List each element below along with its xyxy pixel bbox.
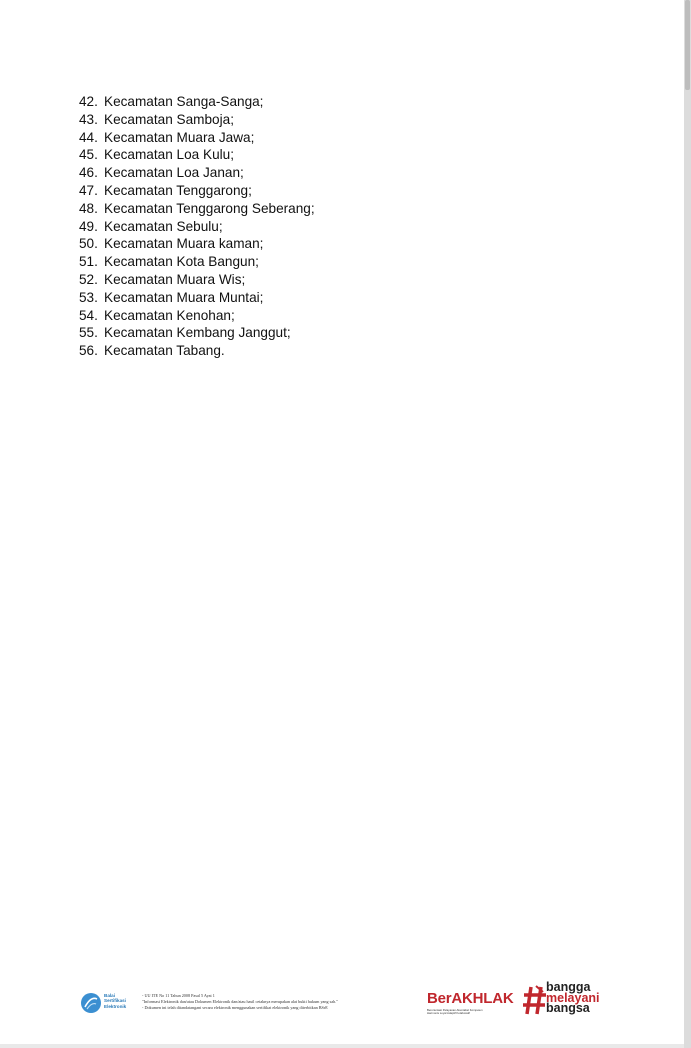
list-item-number: 46. <box>79 165 98 181</box>
list-item-text: Kecamatan Kenohan; <box>104 307 235 323</box>
list-item-number: 44. <box>79 129 98 145</box>
tagline-bangga: bangga <box>546 980 591 994</box>
list-item <box>79 218 315 236</box>
berakhlak-subtitle <box>427 1009 522 1016</box>
list-item <box>79 129 315 147</box>
list-item-text: Kecamatan Kembang Janggut; <box>104 325 291 341</box>
list-item-text: Kecamatan Loa Janan; <box>104 165 244 181</box>
disclaimer-line2: "Informasi Elektronik dan/atau Dokumen Elektronik dan/atau hasil cetaknya merupakan alat bukti hukum yang sah." <box>142 999 338 1004</box>
bsre-line3: Elektronik <box>104 1003 127 1009</box>
list-item-text: Kecamatan Tenggarong Seberang; <box>104 200 315 216</box>
list-item-text: Kecamatan Muara kaman; <box>104 236 264 252</box>
vertical-scrollbar[interactable] <box>684 0 691 1048</box>
berakhlak-logo <box>425 982 625 1022</box>
scrollbar-thumb[interactable] <box>685 0 690 90</box>
list-item <box>79 271 315 289</box>
list-item-text: Kecamatan Muara Jawa; <box>104 129 255 145</box>
list-item-number: 51. <box>79 254 98 270</box>
list-item-number: 48. <box>79 200 98 216</box>
list-item <box>79 200 315 218</box>
bsre-line1: Balai <box>104 993 115 998</box>
list-item-number: 56. <box>79 343 98 359</box>
kecamatan-list <box>79 93 315 360</box>
hashtag-icon <box>522 984 548 1016</box>
list-item-number: 52. <box>79 271 98 287</box>
berakhlak-sub1: Berorientasi Pelayanan Akuntabel Kompeten <box>427 1008 483 1012</box>
list-item-text: Kecamatan Tenggarong; <box>104 182 252 198</box>
list-item-number: 54. <box>79 307 98 323</box>
list-item <box>79 253 315 271</box>
bsre-logo-icon <box>80 992 102 1014</box>
list-item <box>79 324 315 342</box>
berakhlak-sub2: Harmonis Loyal Adaptif Kolaboratif <box>427 1011 470 1016</box>
list-item-text: Kecamatan Muara Muntai; <box>104 289 264 305</box>
disclaimer-line1: - UU ITE No 11 Tahun 2008 Pasal 5 Ayat 1 <box>142 993 215 998</box>
list-item-text: Kecamatan Tabang. <box>104 343 225 359</box>
tagline <box>546 982 600 1014</box>
bsre-footer <box>80 990 400 1018</box>
list-item-text: Kecamatan Muara Wis; <box>104 271 246 287</box>
list-item-number: 50. <box>79 236 98 252</box>
bsre-logo-text <box>104 993 128 1009</box>
list-item-number: 53. <box>79 289 98 305</box>
list-item-number: 49. <box>79 218 98 234</box>
list-item <box>79 235 315 253</box>
bsre-line2: Sertifikasi <box>104 998 126 1004</box>
list-item-text: Kecamatan Sebulu; <box>104 218 223 234</box>
legal-disclaimer <box>142 993 412 1011</box>
list-item-text: Kecamatan Samboja; <box>104 111 234 127</box>
list-item <box>79 146 315 164</box>
disclaimer-line3: - Dokumen ini telah ditandatangani secara elektronik menggunakan sertifikat elektronik yang diterbitkan BSrE <box>142 1005 328 1010</box>
list-item <box>79 111 315 129</box>
list-item-number: 55. <box>79 325 98 341</box>
list-item <box>79 164 315 182</box>
list-item-text: Kecamatan Kota Bangun; <box>104 254 259 270</box>
tagline-melayani: melayani <box>546 990 600 1005</box>
list-item <box>79 307 315 325</box>
list-item-number: 47. <box>79 182 98 198</box>
list-item <box>79 289 315 307</box>
list-item-text: Kecamatan Loa Kulu; <box>104 147 234 163</box>
tagline-bangsa: bangsa <box>546 1001 590 1015</box>
list-item-text: Kecamatan Sanga-Sanga; <box>104 94 264 109</box>
list-item <box>79 342 315 360</box>
list-item-number: 45. <box>79 147 98 163</box>
list-item-number: 43. <box>79 111 98 127</box>
list-item <box>79 182 315 200</box>
list-item-number: 42. <box>79 94 98 109</box>
list-item <box>79 93 315 111</box>
berakhlak-wordmark: BerAKHLAK <box>427 990 514 1007</box>
